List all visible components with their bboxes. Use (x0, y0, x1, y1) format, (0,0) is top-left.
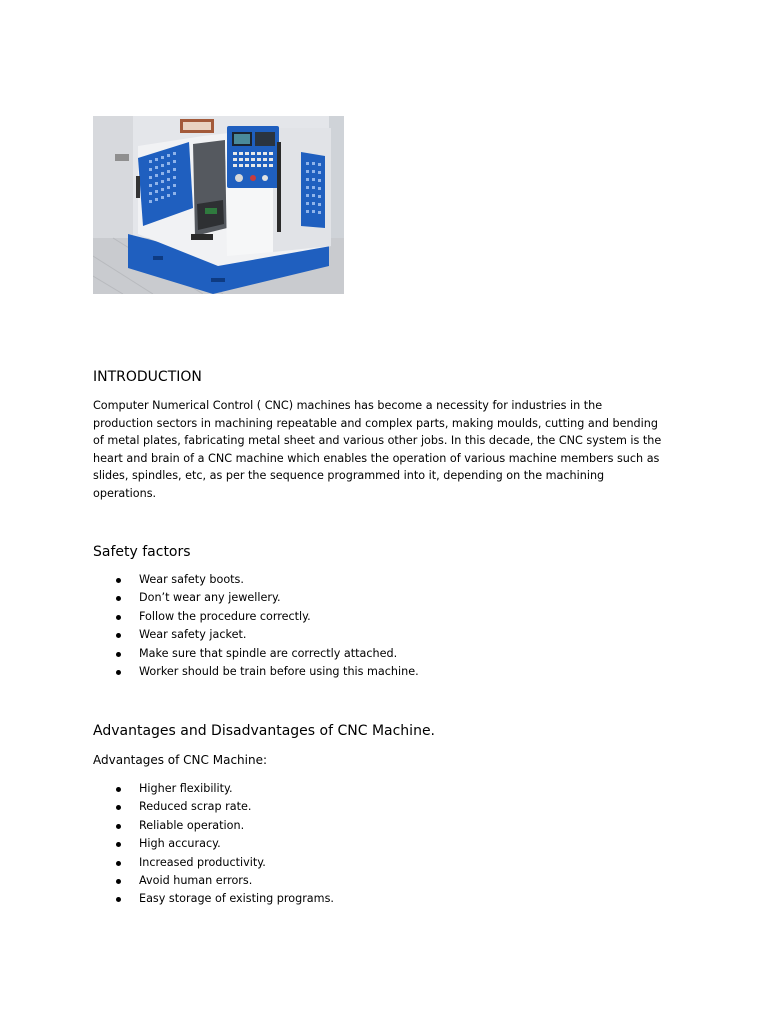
safety-factors-heading: Safety factors (93, 544, 191, 560)
advantages-disadvantages-heading: Advantages and Disadvantages of CNC Machine. (93, 723, 436, 739)
list-item: Higher flexibility. (93, 780, 334, 798)
list-item: Follow the procedure correctly. (93, 608, 419, 626)
list-item: High accuracy. (93, 835, 334, 853)
list-item: Wear safety jacket. (93, 626, 419, 644)
cnc-machine-photo (93, 116, 344, 294)
list-item: Easy storage of existing programs. (93, 890, 334, 908)
list-item: Avoid human errors. (93, 872, 334, 890)
introduction-paragraph: Computer Numerical Control ( CNC) machines has become a necessity for industries in the production sectors in machining repeatable and complex parts, making moulds, cutting and bending of metal plates, fabricating metal sheet and various other jobs. In this decade, the CNC system is the heart and brain of a CNC machine which enables the operation of various machine members such as slides, spindles, etc, as per the sequence programmed into it, depending on the machining operations. (93, 399, 662, 500)
list-item: Worker should be train before using this machine. (93, 663, 419, 681)
introduction-heading: INTRODUCTION (93, 369, 202, 385)
list-item: Don’t wear any jewellery. (93, 589, 419, 607)
advantages-subheading: Advantages of CNC Machine: (93, 753, 268, 767)
list-item: Increased productivity. (93, 854, 334, 872)
advantages-list (93, 780, 334, 909)
list-item: Wear safety boots. (93, 571, 419, 589)
list-item: Reduced scrap rate. (93, 798, 334, 816)
list-item: Reliable operation. (93, 817, 334, 835)
cnc-machine-icon (93, 116, 344, 294)
safety-factors-list (93, 571, 419, 681)
list-item: Make sure that spindle are correctly attached. (93, 645, 419, 663)
